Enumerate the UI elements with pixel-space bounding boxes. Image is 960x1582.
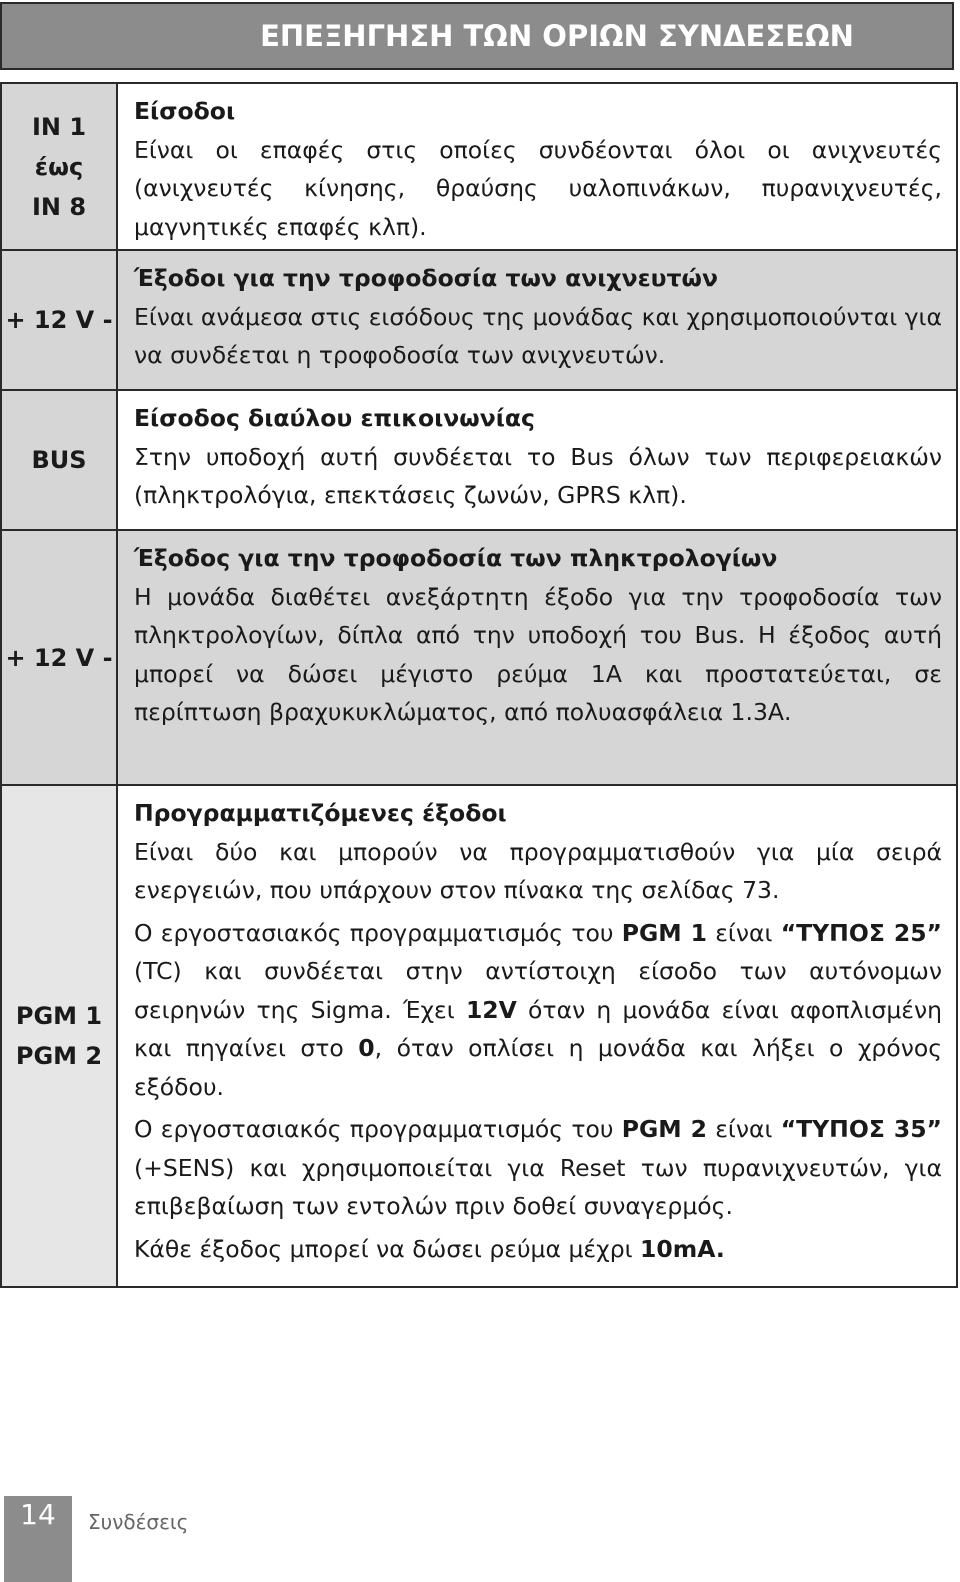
row-label	[2, 84, 118, 249]
row-text	[134, 1110, 942, 1226]
text-run: Κάθε έξοδος μπορεί να δώσει ρεύμα μέχρι	[134, 1234, 641, 1263]
row-text: Είναι δύο και μπορούν να προγραμματισθούν για μία σειρά ενεργειών, που υπάρχουν στον πίνακα της σελίδας 73.	[134, 837, 942, 904]
row-description	[118, 251, 956, 389]
row-label	[2, 391, 118, 529]
row-label	[2, 786, 118, 1286]
text-run-bold: “ΤΥΠΟΣ 35”	[780, 1115, 942, 1143]
table-row	[2, 391, 956, 531]
table-row	[2, 251, 956, 391]
text-run: Ο εργοστασιακός προγραμματισμός του	[134, 918, 622, 947]
page-title: ΕΠΕΞΗΓΗΣΗ ΤΩΝ ΟΡΙΩΝ ΣΥΝΔΕΣΕΩΝ	[0, 2, 954, 70]
row-description	[118, 391, 956, 529]
row-heading: Είσοδοι	[134, 97, 236, 125]
section-name: Συνδέσεις	[88, 1510, 189, 1534]
text-run-bold: “ΤΥΠΟΣ 25”	[780, 918, 942, 947]
row-text: Στην υποδοχή αυτή συνδέεται το Bus όλων των περιφερειακών (πληκτρολόγια, επεκτάσεις ζωνών, GPRS κλπ).	[134, 442, 942, 509]
text-run: (+SENS) και χρησιμοποιείται για Reset των πυρανιχνευτών, για επιβεβαίωση των εντολών πριν δοθεί συναγερμός.	[134, 1153, 942, 1220]
text-run: είναι	[706, 918, 781, 947]
connections-table	[0, 82, 958, 1288]
table-row	[2, 531, 956, 786]
row-label-line: BUS	[31, 446, 87, 474]
text-run: , όταν οπλίσει η μονάδα και λήξει ο χρόνος εξόδου.	[134, 1034, 942, 1101]
text-run-bold: PGM 2	[621, 1115, 707, 1143]
page-number: 14	[4, 1496, 72, 1582]
row-heading: Είσοδος διαύλου επικοινωνίας	[134, 404, 535, 432]
row-label-line: + 12 V -	[5, 306, 113, 334]
row-label-line: IN 1	[31, 112, 87, 141]
row-label	[2, 251, 118, 389]
row-description	[118, 84, 956, 249]
row-text	[134, 914, 942, 1107]
text-run: είναι	[706, 1115, 781, 1143]
text-run: όταν η μονάδα είναι αφοπλισμένη και πηγαίνει στο	[134, 995, 942, 1062]
row-label-line: PGM 2	[15, 1042, 103, 1070]
table-row	[2, 84, 956, 251]
text-run-bold: 12V	[465, 995, 517, 1024]
row-text: Είναι οι επαφές στις οποίες συνδέονται όλοι οι ανιχνευτές (ανιχνευτές κίνησης, θραύσης υαλοπινάκων, πυρανιχνευτές, μαγνητικές επαφές κλπ).	[134, 135, 942, 241]
row-text: Η μονάδα διαθέτει ανεξάρτητη έξοδο για την τροφοδοσία των πληκτρολογίων, δίπλα από την υποδοχή του Bus. Η έξοδος αυτή μπορεί να δώσει μέγιστο ρεύμα 1Α και προστατεύεται, σε περίπτωση βραχυκυκλώματος, από πολυασφάλεια 1.3Α.	[134, 582, 942, 726]
row-text: Είναι ανάμεσα στις εισόδους της μονάδας και χρησιμοποιούνται για να συνδέεται η τροφοδοσία των ανιχνευτών.	[134, 302, 942, 369]
row-text	[134, 1230, 942, 1269]
row-label-line: έως	[34, 152, 84, 181]
text-run-bold: 0	[358, 1034, 375, 1062]
row-heading: Έξοδοι για την τροφοδοσία των ανιχνευτών	[134, 264, 718, 292]
row-label-line: IN 8	[31, 192, 87, 221]
text-run-bold: 10mA.	[640, 1234, 725, 1263]
text-run-bold: PGM 1	[621, 918, 707, 947]
row-label-line: + 12 V -	[5, 643, 113, 672]
text-run: Ο εργοστασιακός προγραμματισμός του	[134, 1115, 622, 1143]
row-heading: Προγραμματιζόμενες έξοδοι	[134, 799, 507, 827]
table-row	[2, 786, 956, 1286]
row-description	[118, 786, 956, 1286]
text-run: (TC) και συνδέεται στην αντίστοιχη είσοδο των αυτόνομων σειρηνών της Sigma. Έχει	[134, 957, 942, 1024]
row-heading: Έξοδος για την τροφοδοσία των πληκτρολογίων	[134, 544, 778, 572]
row-description	[118, 531, 956, 784]
row-label	[2, 531, 118, 784]
row-label-line: PGM 1	[15, 1002, 103, 1030]
